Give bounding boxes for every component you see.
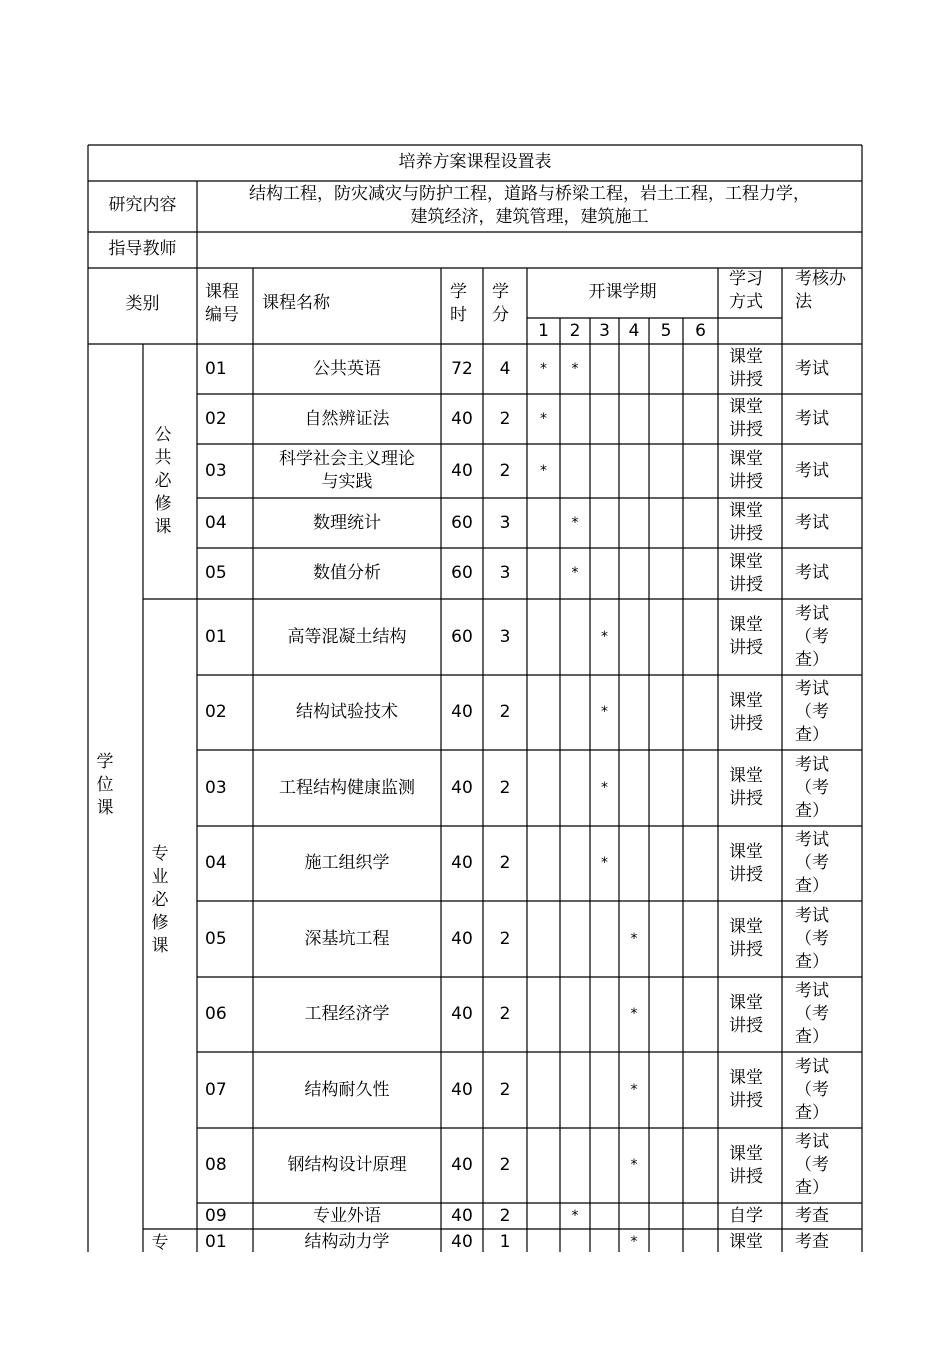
- course-credits: 2: [499, 409, 511, 429]
- exam-method-line-2: （考: [795, 1155, 829, 1175]
- course-name: 高等混凝土结构: [287, 627, 407, 647]
- course-credits: 2: [499, 1155, 511, 1175]
- header-name: 课程名称: [262, 293, 330, 313]
- course-name: 公共英语: [313, 359, 381, 379]
- table-title: 培养方案课程设置表: [398, 152, 552, 172]
- header-exam-l1: 考核办: [795, 269, 846, 289]
- course-name: 结构耐久性: [304, 1080, 390, 1100]
- course-name: 工程经济学: [304, 1004, 390, 1024]
- semester-mark: *: [601, 855, 608, 871]
- exam-method: 考试: [795, 563, 829, 583]
- header-sem-6: 6: [695, 321, 706, 341]
- semester-mark: *: [571, 565, 579, 581]
- research-line-1: 结构工程，防灾减灾与防护工程，道路与桥梁工程，岩土工程，工程力学，: [249, 184, 810, 204]
- exam-method-line-3: 查）: [795, 1027, 829, 1047]
- group-major-next: 专: [151, 1233, 169, 1253]
- course-credits: 4: [499, 359, 511, 379]
- header-semester: 开课学期: [588, 282, 657, 302]
- study-method-line-2: 讲授: [729, 638, 763, 658]
- exam-method-line-3: 查）: [795, 801, 829, 821]
- exam-method-line-1: 考试: [795, 1057, 829, 1077]
- exam-method-line-2: （考: [795, 1080, 829, 1100]
- study-method-line-1: 课堂: [729, 449, 763, 469]
- study-method-line-1: 课堂: [729, 1144, 763, 1164]
- course-code: 04: [205, 853, 227, 873]
- course-credits: 3: [499, 513, 511, 533]
- course-credits: 2: [499, 929, 511, 949]
- course-hours: 60: [451, 627, 473, 647]
- semester-mark: *: [571, 515, 579, 531]
- header-hours-l1: 学: [450, 282, 467, 302]
- research-label: 研究内容: [108, 195, 177, 215]
- course-code: 07: [205, 1080, 227, 1100]
- header-sem-1: 1: [538, 321, 549, 341]
- course-name: 施工组织学: [304, 853, 390, 873]
- study-method-line-2: 讲授: [729, 865, 763, 885]
- header-code-l1: 课程: [205, 282, 239, 302]
- course-credits: 2: [499, 778, 511, 798]
- semester-mark: *: [630, 1006, 638, 1022]
- course-name-line-1: 科学社会主义理论: [279, 449, 415, 469]
- course-credits: 3: [499, 563, 511, 583]
- study-method-line-1: 课堂: [729, 691, 763, 711]
- course-code: 05: [205, 929, 227, 949]
- course-hours: 40: [451, 929, 473, 949]
- study-method-line-2: 讲授: [729, 789, 763, 809]
- exam-method-line-1: 考试: [795, 830, 829, 850]
- semester-mark: *: [630, 931, 638, 947]
- semester-mark: *: [540, 463, 547, 479]
- study-method-line-2: 讲授: [729, 1016, 763, 1036]
- course-name: 自然辨证法: [304, 409, 390, 429]
- header-method-l1: 学习: [729, 269, 763, 289]
- group-public-required: 公共必修课: [154, 425, 172, 537]
- semester-mark: *: [601, 704, 608, 720]
- exam-method-line-3: 查）: [795, 952, 829, 972]
- course-hours: 60: [451, 513, 473, 533]
- course-hours: 40: [451, 853, 473, 873]
- header-sem-2: 2: [569, 321, 581, 341]
- header-category: 类别: [125, 294, 160, 314]
- advisor-label: 指导教师: [108, 239, 177, 259]
- exam-method: 考查: [795, 1232, 829, 1252]
- semester-mark: *: [601, 780, 608, 796]
- course-credits: 2: [499, 1080, 511, 1100]
- study-method-line-2: 讲授: [729, 472, 763, 492]
- course-code: 04: [205, 513, 227, 533]
- exam-method-line-3: 查）: [795, 1178, 829, 1198]
- course-code: 02: [205, 702, 227, 722]
- study-method-line-1: 课堂: [729, 917, 763, 937]
- course-hours: 40: [451, 1155, 473, 1175]
- header-hours-l2: 时: [450, 305, 467, 325]
- exam-method: 考试: [795, 359, 829, 379]
- study-method-line-1: 课堂: [729, 347, 763, 367]
- study-method: 自学: [729, 1206, 763, 1226]
- course-code: 01: [205, 359, 227, 379]
- exam-method-line-2: （考: [795, 1004, 829, 1024]
- course-hours: 40: [451, 461, 473, 481]
- header-sem-3: 3: [599, 321, 610, 341]
- exam-method-line-2: （考: [795, 778, 829, 798]
- study-method: 课堂: [729, 1232, 763, 1252]
- exam-method-line-1: 考试: [795, 679, 829, 699]
- course-hours: 40: [451, 409, 473, 429]
- header-exam-l2: 法: [795, 292, 812, 312]
- course-credits: 2: [499, 1206, 511, 1226]
- course-hours: 60: [451, 563, 473, 583]
- course-code: 05: [205, 563, 227, 583]
- header-method-l2: 方式: [729, 292, 763, 312]
- course-code: 02: [205, 409, 227, 429]
- course-credits: 2: [499, 853, 511, 873]
- study-method-line-2: 讲授: [729, 370, 763, 390]
- exam-method-line-3: 查）: [795, 725, 829, 745]
- course-code: 01: [205, 627, 227, 647]
- study-method-line-2: 讲授: [729, 420, 763, 440]
- course-name: 工程结构健康监测: [279, 778, 415, 798]
- course-code: 06: [205, 1004, 227, 1024]
- semester-mark: *: [630, 1234, 638, 1250]
- study-method-line-1: 课堂: [729, 552, 763, 572]
- exam-method-line-1: 考试: [795, 755, 829, 775]
- study-method-line-2: 讲授: [729, 940, 763, 960]
- header-credits-l1: 学: [492, 282, 509, 302]
- semester-mark: *: [571, 1208, 579, 1224]
- course-hours: 40: [451, 1206, 473, 1226]
- exam-method-line-2: （考: [795, 627, 829, 647]
- semester-mark: *: [540, 361, 547, 377]
- exam-method-line-1: 考试: [795, 906, 829, 926]
- study-method-line-2: 讲授: [729, 714, 763, 734]
- course-hours: 40: [451, 1080, 473, 1100]
- study-method-line-1: 课堂: [729, 397, 763, 417]
- header-sem-4: 4: [628, 321, 640, 341]
- group-degree: 学位课: [96, 752, 114, 818]
- course-code: 09: [205, 1206, 227, 1226]
- course-name: 结构试验技术: [296, 702, 398, 722]
- study-method-line-1: 课堂: [729, 766, 763, 786]
- course-hours: 40: [451, 778, 473, 798]
- research-line-2: 建筑经济，建筑管理，建筑施工: [410, 207, 649, 227]
- exam-method-line-2: （考: [795, 929, 829, 949]
- exam-method-line-1: 考试: [795, 604, 829, 624]
- semester-mark: *: [630, 1157, 638, 1173]
- study-method-line-1: 课堂: [729, 501, 763, 521]
- study-method-line-2: 讲授: [729, 575, 763, 595]
- group-major-required: 专业必修课: [151, 844, 169, 956]
- course-code: 03: [205, 461, 227, 481]
- semester-mark: *: [601, 629, 608, 645]
- study-method-line-2: 讲授: [729, 1167, 763, 1187]
- course-name: 深基坑工程: [304, 929, 390, 949]
- course-credits: 2: [499, 461, 511, 481]
- exam-method-line-2: （考: [795, 853, 829, 873]
- course-hours: 40: [451, 702, 473, 722]
- exam-method-line-3: 查）: [795, 1103, 829, 1123]
- semester-mark: *: [571, 361, 579, 377]
- course-name: 数理统计: [313, 513, 381, 533]
- course-credits: 2: [499, 702, 511, 722]
- exam-method: 考试: [795, 409, 829, 429]
- course-code: 01: [205, 1232, 227, 1252]
- study-method-line-2: 讲授: [729, 1091, 763, 1111]
- exam-method: 考试: [795, 461, 829, 481]
- course-credits: 2: [499, 1004, 511, 1024]
- header-sem-5: 5: [660, 321, 672, 341]
- study-method-line-1: 课堂: [729, 842, 763, 862]
- header-credits-l2: 分: [492, 305, 509, 325]
- course-hours: 72: [451, 359, 473, 379]
- course-name: 结构动力学: [304, 1232, 390, 1252]
- exam-method-line-1: 考试: [795, 1132, 829, 1152]
- course-credits: 3: [499, 627, 511, 647]
- course-code: 08: [205, 1155, 227, 1175]
- course-name-line-2: 与实践: [321, 472, 373, 492]
- study-method-line-2: 讲授: [729, 524, 763, 544]
- course-hours: 40: [451, 1004, 473, 1024]
- semester-mark: *: [540, 411, 547, 427]
- study-method-line-1: 课堂: [729, 615, 763, 635]
- course-name: 钢结构设计原理: [287, 1155, 407, 1175]
- exam-method-line-2: （考: [795, 702, 829, 722]
- study-method-line-1: 课堂: [729, 1068, 763, 1088]
- header-code-l2: 编号: [205, 305, 239, 325]
- course-hours: 40: [451, 1232, 473, 1252]
- exam-method-line-3: 查）: [795, 650, 829, 670]
- course-name: 专业外语: [313, 1206, 381, 1226]
- study-method-line-1: 课堂: [729, 993, 763, 1013]
- exam-method: 考试: [795, 513, 829, 533]
- semester-mark: *: [630, 1082, 638, 1098]
- exam-method-line-3: 查）: [795, 876, 829, 896]
- course-credits: 1: [499, 1232, 511, 1252]
- course-code: 03: [205, 778, 227, 798]
- exam-method: 考查: [795, 1206, 829, 1226]
- course-name: 数值分析: [313, 563, 381, 583]
- exam-method-line-1: 考试: [795, 981, 829, 1001]
